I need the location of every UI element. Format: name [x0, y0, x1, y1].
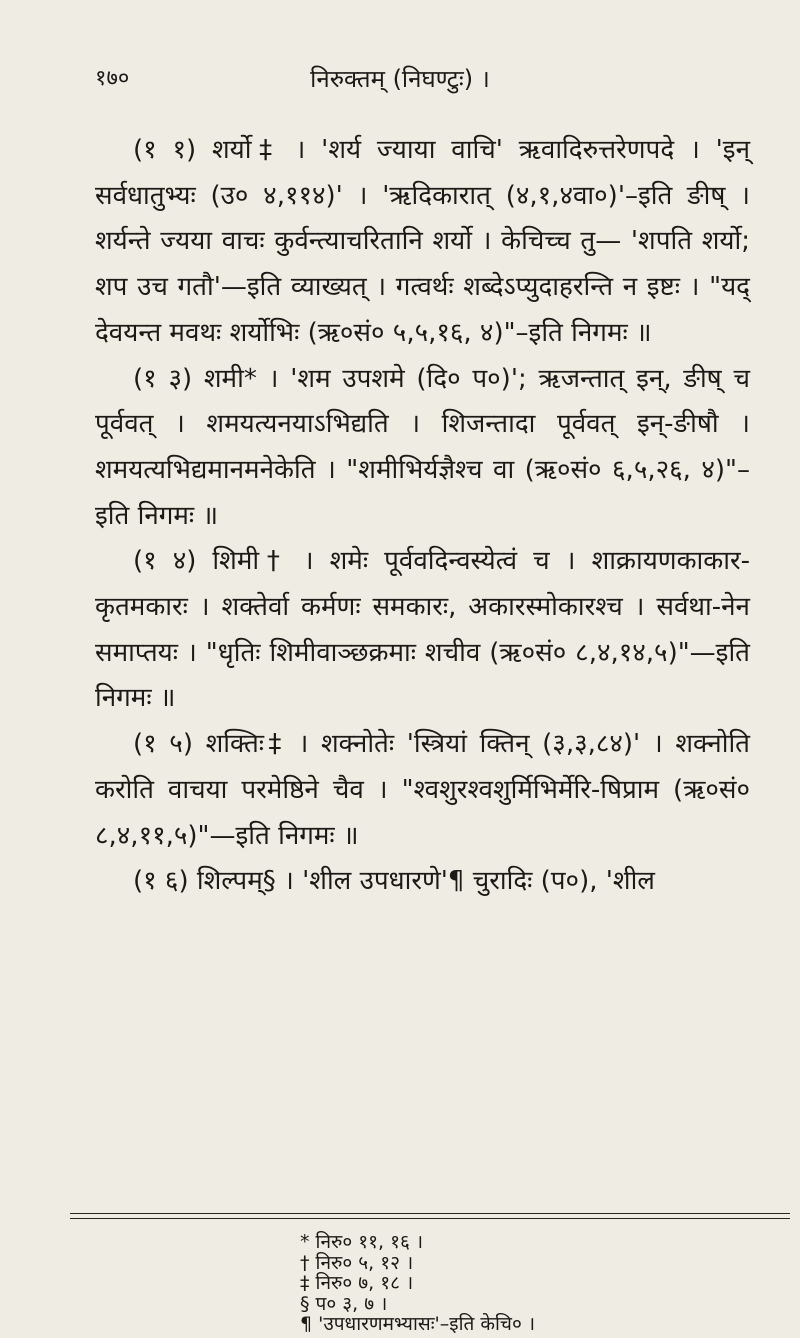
main-text	[95, 128, 750, 905]
paragraph-shimi: (१ ४) शिमी† । शमेः पूर्ववदिन्वस्येत्वं च । शाक्रायणकाकार-कृतमकारः । शक्तेर्वा कर्मणः समकारः, अकारस्मोकारश्च । सर्वथा-नेन समाप्तयः । "धृतिः शिमीवाञ्छक्रमाः शचीव (ऋ०सं० ८,४,१४,५)"—इति निगमः ॥	[95, 546, 750, 714]
paragraph-shari: (१ १) शर्यो‡ । 'शर्य ज्याया वाचि' ऋवादिरुत्तरेणपदे । 'इन् सर्वधातुभ्यः (उ० ४,११४)' । 'ऋदिकारात् (४,१,४वा०)'–इति ङीष् । शर्यन्ते ज्यया वाचः कुर्वन्त्याचरितानि शर्यो । केचिच्च तु— 'शपति शर्यो; शप उच गतौ'—इति व्याख्यत् । गत्वर्थः शब्देऽप्युदाहरन्ति न इष्टः । "यद् देवयन्त मवथः शर्योभिः (ऋ०सं० ५,५,१६, ४)"–इति निगमः ॥	[95, 135, 750, 348]
paragraph-shilpam: (१ ६) शिल्पम्§ । 'शील उपधारणे'¶ चुरादिः (प०), 'शील	[133, 866, 655, 897]
page-number: १७०	[95, 66, 130, 91]
footnote-item: § प० ३, ७ ।	[300, 1292, 388, 1315]
footnote-item: * निरु० ११, १६ ।	[300, 1231, 424, 1253]
paragraph-shakti: (१ ५) शक्तिः‡ । शक्नोतेः 'स्त्रियां क्तिन् (३,३,८४)' । शक्नोति करोति वाचया परमेष्ठिने चैव । "श्वशुरश्वशुर्मिभिर्मेरि-षिप्राम (ऋ०सं० ८,४,११,५)"—इति निगमः ॥	[95, 729, 750, 851]
divider-line-bottom	[70, 1218, 790, 1219]
footnote-divider	[70, 1213, 790, 1221]
page-header	[95, 62, 705, 102]
footnote-item: † निरु० ५, १२ ।	[300, 1251, 414, 1274]
footnote-item: ¶ 'उपधारणमभ्यासः'–इति केचि० ।	[300, 1313, 536, 1335]
running-title: निरुक्तम् (निघण्टुः) ।	[310, 65, 490, 93]
divider-line-top	[70, 1213, 790, 1214]
footnotes	[300, 1232, 680, 1335]
footnote-item: ‡ निरु० ७, १८ ।	[300, 1272, 414, 1294]
paragraph-shami: (१ ३) शमी* । 'शम उपशमे (दि० प०)'; ऋजन्तात् इन्, ङीष् च पूर्ववत् । शमयत्यनयाऽभिद्यति । शिजन्तादा पूर्ववत् इन्-ङीषौ । शमयत्यभिद्यमानमनेकेति । "शमीभिर्यज्ञैश्च वा (ऋ०सं० ६,५,२६, ४)"–इति निगमः ॥	[95, 363, 750, 531]
